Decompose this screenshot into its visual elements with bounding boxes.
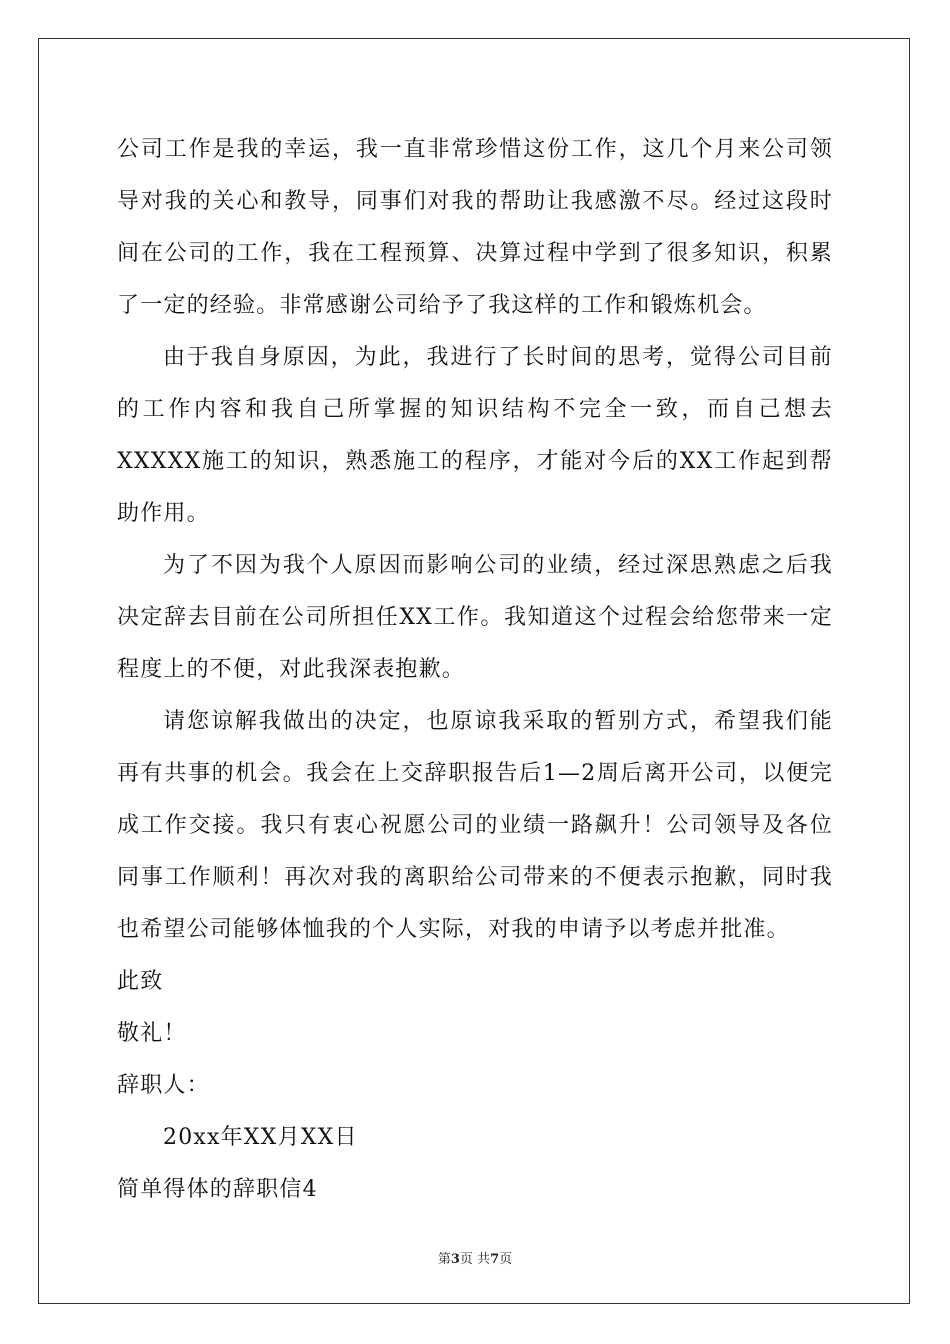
- next-letter-title: 简单得体的辞职信4: [117, 1177, 318, 1202]
- paragraph-decision: 为了不因为我个人原因而影响公司的业绩，经过深思熟虑之后我决定辞去目前在公司所担任XX工作。我知道这个过程会给您带来一定程度上的不便，对此我深表抱歉。: [117, 553, 833, 682]
- footer-page-suffix: 页: [499, 1252, 513, 1267]
- footer-page-prefix: 第: [437, 1252, 451, 1267]
- footer-page-total: 7: [490, 1252, 500, 1267]
- paragraph-request: 请您谅解我做出的决定，也原谅我采取的暂别方式，希望我们能再有共事的机会。我会在上交辞职报告后1—2周后离开公司，以便完成工作交接。我只有衷心祝愿公司的业绩一路飙升！公司领导及各位同事工作顺利！再次对我的离职给公司带来的不便表示抱歉，同时我也希望公司能够体恤我的个人实际，对我的申请予以考虑并批准。: [117, 709, 833, 942]
- closing-regards: 敬礼！: [117, 1021, 187, 1046]
- paragraph-reason: 由于我自身原因，为此，我进行了长时间的思考，觉得公司目前的工作内容和我自己所掌握的知识结构不完全一致，而自己想去XXXXX施工的知识，熟悉施工的程序，才能对今后的XX工作起到帮助作用。: [117, 345, 833, 526]
- footer-page-mid: 页 共: [459, 1252, 491, 1267]
- footer-page-current: 3: [450, 1252, 460, 1267]
- paragraph-gratitude: 公司工作是我的幸运，我一直非常珍惜这份工作，这几个月来公司领导对我的关心和教导，同事们对我的帮助让我感激不尽。经过这段时间在公司的工作，我在工程预算、决算过程中学到了很多知识，积累了一定的经验。非常感谢公司给予了我这样的工作和锻炼机会。: [117, 137, 833, 318]
- page-footer: [0, 1248, 950, 1267]
- signer-label: 辞职人：: [117, 1073, 210, 1098]
- letter-date: 20xx年XX月XX日: [163, 1125, 358, 1150]
- letter-body: [117, 124, 833, 1216]
- closing-salutation: 此致: [117, 969, 164, 994]
